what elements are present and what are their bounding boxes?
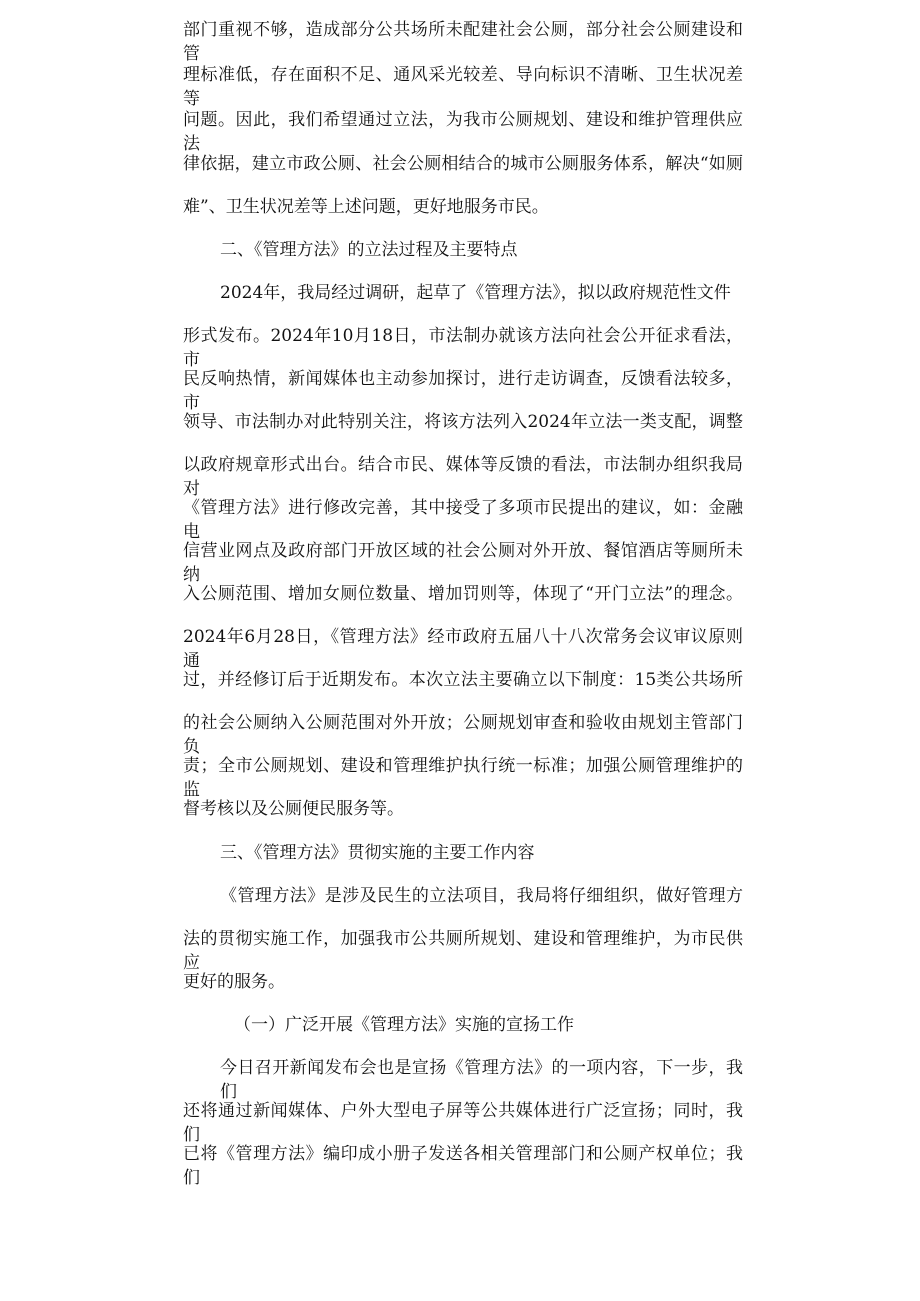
text-line: 领导、市法制办对此特别关注，将该方法列入2024年立法一类支配，调整 — [183, 412, 743, 432]
section-heading: 二、《管理方法》的立法过程及主要特点 — [220, 240, 518, 260]
text-line: 形式发布。2024年10月18日，市法制办就该方法向社会公开征求看法，市 — [183, 326, 743, 370]
text-line: 《管理方法》是涉及民生的立法项目，我局将仔细组织，做好管理方 — [220, 886, 743, 906]
text-line: 民反响热情，新闻媒体也主动参加探讨，进行走访调查，反馈看法较多，市 — [183, 369, 743, 413]
text-line: 今日召开新闻发布会也是宣扬《管理方法》的一项内容，下一步，我们 — [220, 1058, 743, 1102]
text-line: 2024年6月28日，《管理方法》经市政府五届八十八次常务会议审议原则通 — [183, 627, 743, 671]
text-line: 难”、卫生状况差等上述问题，更好地服务市民。 — [183, 197, 549, 217]
subsection-heading: （一）广泛开展《管理方法》实施的宣扬工作 — [234, 1015, 574, 1035]
text-line: 更好的服务。 — [183, 972, 285, 992]
text-line: 部门重视不够，造成部分公共场所未配建社会公厕，部分社会公厕建设和管 — [183, 20, 743, 64]
text-line: 2024年，我局经过调研，起草了《管理方法》，拟以政府规范性文件 — [220, 283, 731, 303]
text-line: 还将通过新闻媒体、户外大型电子屏等公共媒体进行广泛宣扬；同时，我们 — [183, 1101, 743, 1145]
text-line: 理标准低，存在面积不足、通风采光较差、导向标识不清晰、卫生状况差等 — [183, 65, 743, 109]
text-line: 责；全市公厕规划、建设和管理维护执行统一标准；加强公厕管理维护的监 — [183, 756, 743, 800]
text-line: 以政府规章形式出台。结合市民、媒体等反馈的看法，市法制办组织我局对 — [183, 455, 743, 499]
text-line: 律依据，建立市政公厕、社会公厕相结合的城市公厕服务体系，解决“如厕 — [183, 154, 743, 174]
text-line: 过，并经修订后于近期发布。本次立法主要确立以下制度：15类公共场所 — [183, 670, 743, 690]
text-line: 入公厕范围、增加女厕位数量、增加罚则等，体现了“开门立法”的理念。 — [183, 584, 743, 604]
text-line: 《管理方法》进行修改完善，其中接受了多项市民提出的建议，如：金融电 — [183, 498, 743, 542]
text-line: 已将《管理方法》编印成小册子发送各相关管理部门和公厕产权单位；我们 — [183, 1144, 743, 1188]
section-heading: 三、《管理方法》贯彻实施的主要工作内容 — [220, 843, 535, 863]
text-line: 信营业网点及政府部门开放区域的社会公厕对外开放、餐馆酒店等厕所未纳 — [183, 541, 743, 585]
text-line: 督考核以及公厕便民服务等。 — [183, 799, 404, 819]
text-line: 法的贯彻实施工作，加强我市公共厕所规划、建设和管理维护，为市民供应 — [183, 929, 743, 973]
text-line: 问题。因此，我们希望通过立法，为我市公厕规划、建设和维护管理供应法 — [183, 110, 743, 154]
text-line: 的社会公厕纳入公厕范围对外开放；公厕规划审查和验收由规划主管部门负 — [183, 713, 743, 757]
